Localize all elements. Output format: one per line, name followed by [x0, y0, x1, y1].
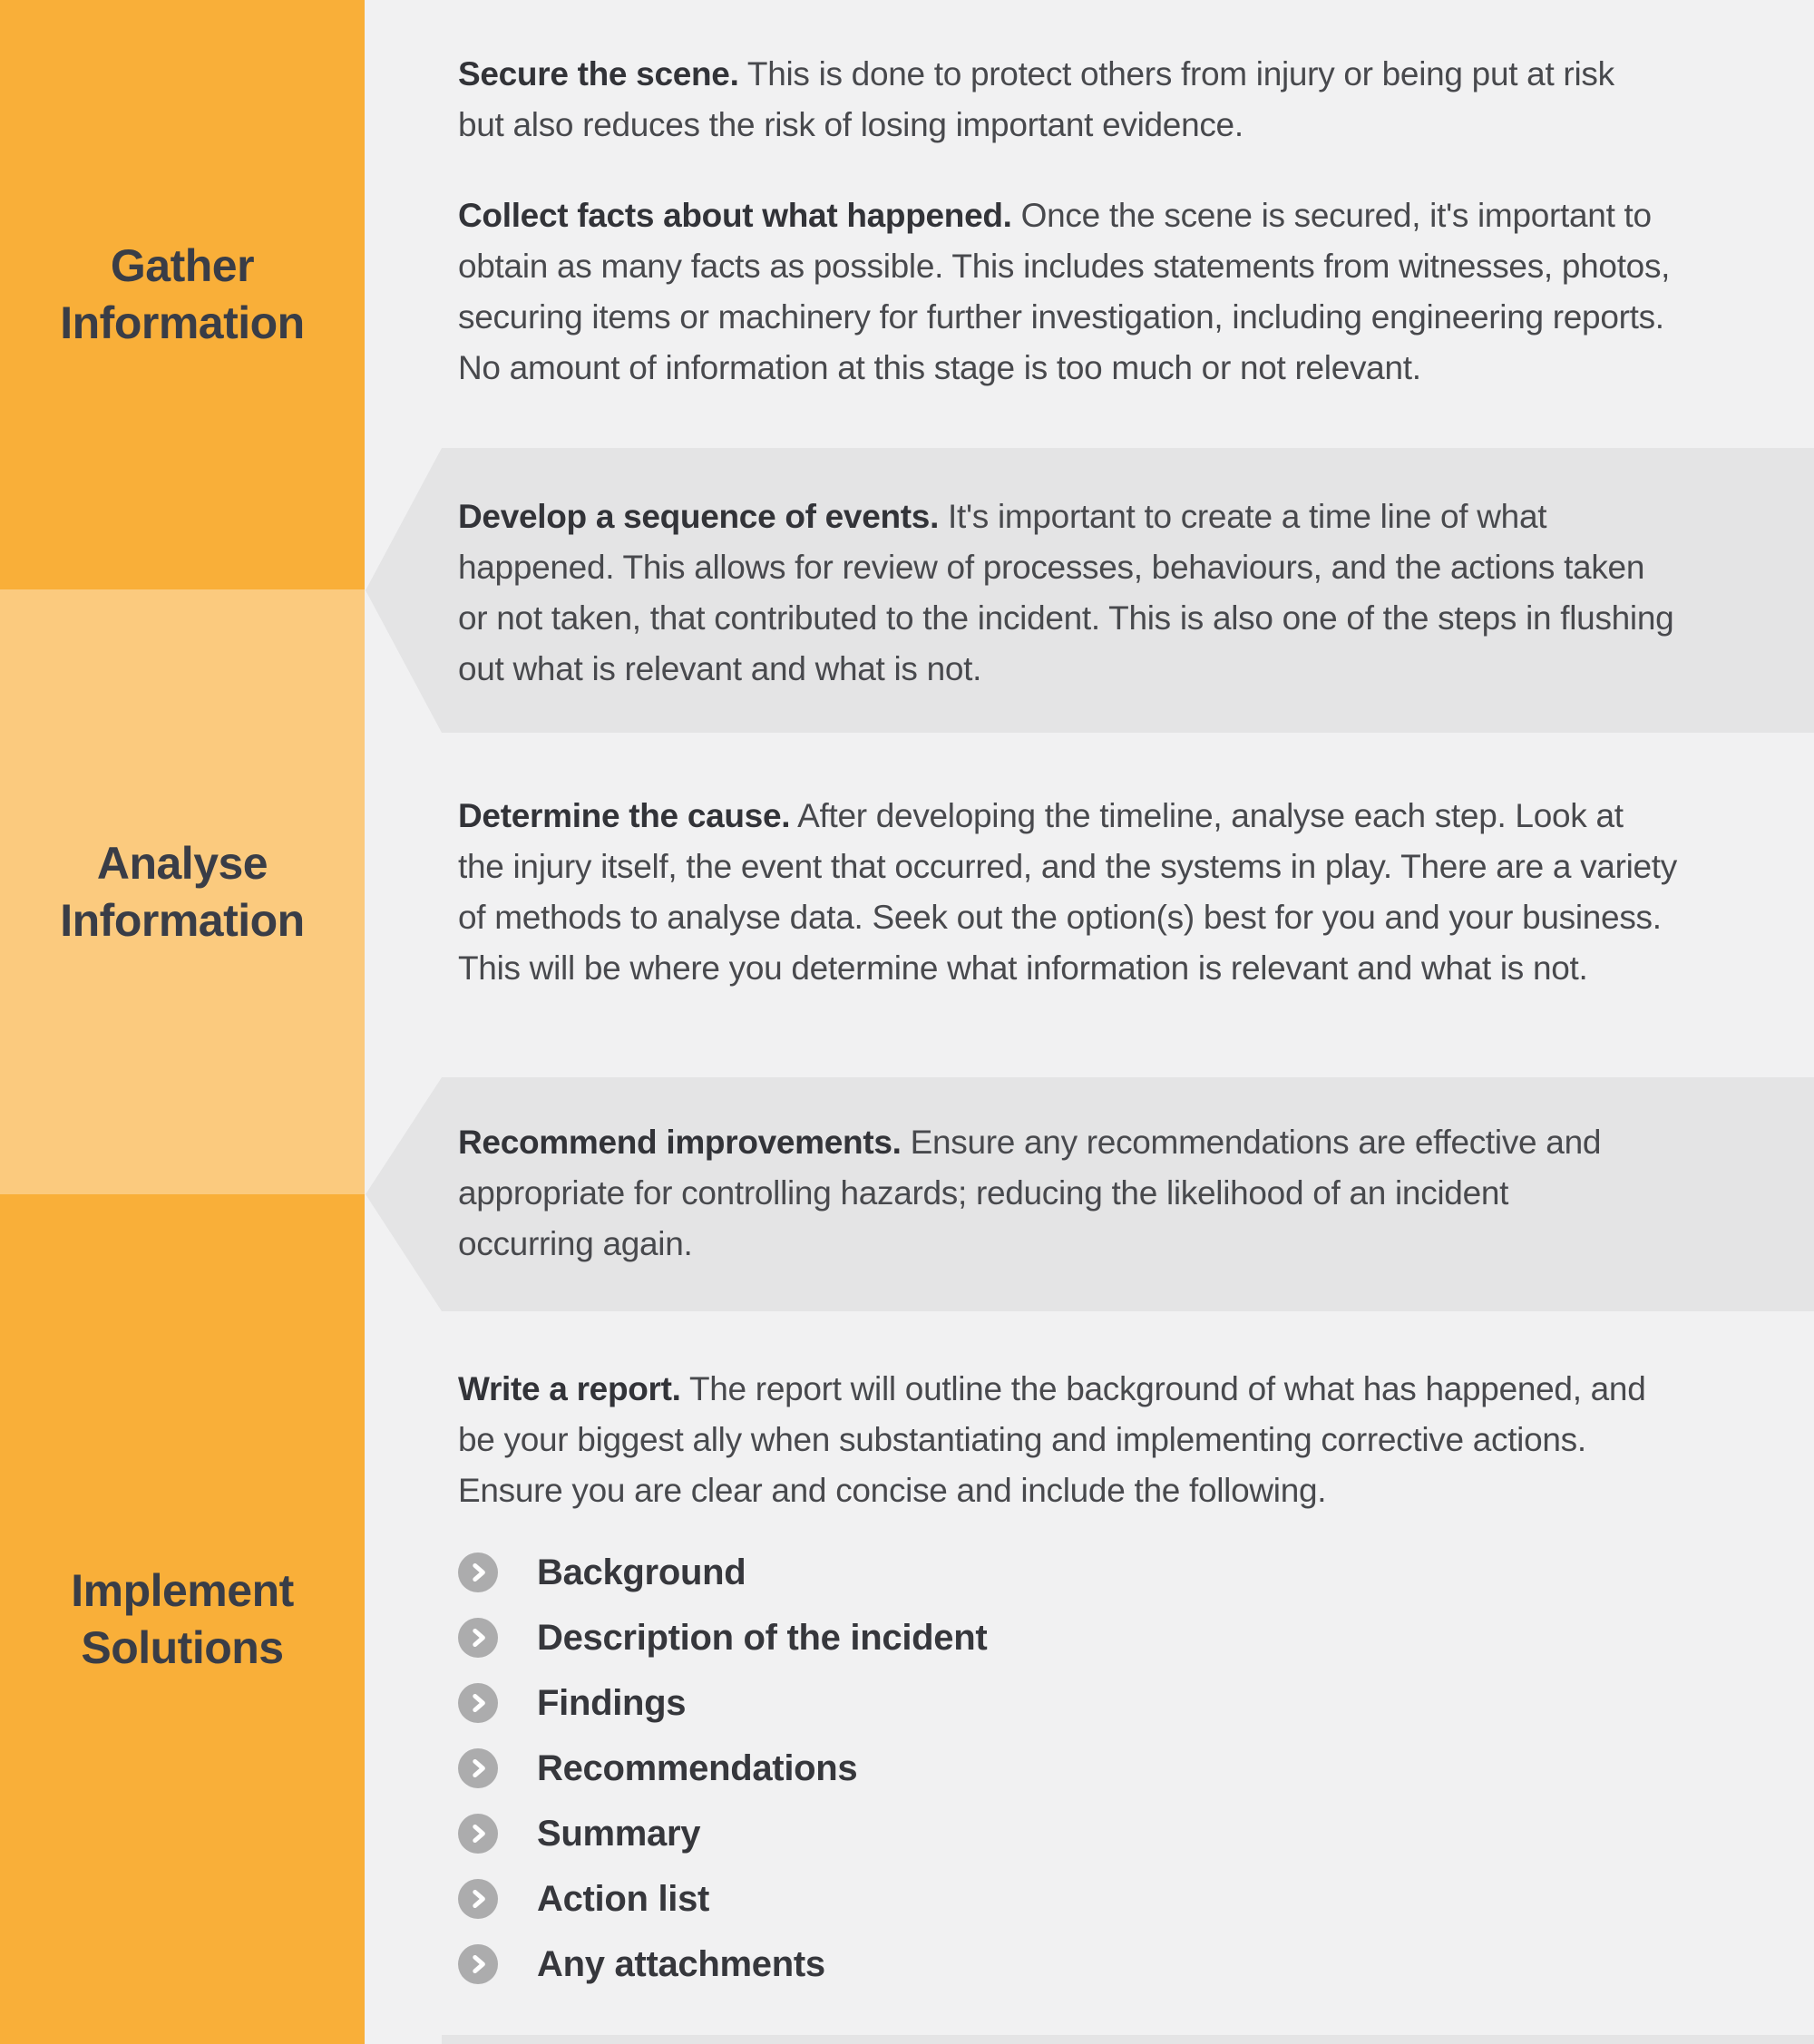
paragraph-lead: Secure the scene.	[458, 55, 739, 92]
paragraph-secure-the-scene	[458, 49, 1773, 151]
paragraph-text: It's important to create a time line of what	[939, 498, 1547, 535]
list-item	[458, 1552, 1773, 1592]
text-line	[458, 49, 1773, 100]
stage-label-line: Gather	[110, 240, 255, 291]
list-item	[458, 1683, 1773, 1723]
paragraph-text: The report will outline the background of what has happened, and	[680, 1370, 1646, 1407]
text-line	[458, 1364, 1773, 1415]
stage-label-line: Information	[60, 297, 305, 348]
paragraph-lead: Write a report.	[458, 1370, 681, 1407]
text-line	[458, 190, 1773, 241]
sidebar-section-implement-solutions	[0, 1194, 365, 2044]
text-line: or not taken, that contributed to the incident. This is also one of the steps in flushing	[458, 599, 1674, 637]
text-line: No amount of information at this stage is too much or not relevant.	[458, 349, 1421, 386]
sidebar-section-analyse-information	[0, 589, 365, 1194]
stage-label-line: Solutions	[81, 1621, 284, 1673]
text-line: of methods to analyse data. Seek out the option(s) best for you and your business.	[458, 899, 1662, 936]
paragraph-lead: Recommend improvements.	[458, 1124, 902, 1161]
list-item-label: Recommendations	[537, 1747, 858, 1788]
text-line	[458, 791, 1773, 842]
report-includes-list	[458, 1552, 1773, 2010]
paragraph-develop-sequence	[458, 492, 1773, 695]
text-line	[458, 492, 1773, 542]
stage-label-analyse-information	[60, 835, 304, 949]
list-item-label: Description of the incident	[537, 1617, 988, 1658]
chevron-right-icon	[458, 1748, 498, 1788]
list-item-label: Background	[537, 1552, 746, 1592]
text-line: the injury itself, the event that occurred, and the systems in play. There are a variety	[458, 848, 1677, 885]
list-item-label: Summary	[537, 1813, 701, 1854]
chevron-right-icon	[458, 1683, 498, 1723]
text-line: This will be where you determine what information is relevant and what is not.	[458, 949, 1588, 987]
text-line: out what is relevant and what is not.	[458, 650, 982, 687]
text-line: happened. This allows for review of processes, behaviours, and the actions taken	[458, 549, 1645, 586]
chevron-right-icon	[458, 1944, 498, 1984]
paragraph-lead: Develop a sequence of events.	[458, 498, 940, 535]
paragraph-lead: Determine the cause.	[458, 797, 791, 834]
paragraph-text: After developing the timeline, analyse each step. Look at	[790, 797, 1624, 834]
paragraph-write-report	[458, 1364, 1773, 1516]
stage-label-gather-information	[60, 238, 304, 352]
text-line: appropriate for controlling hazards; reducing the likelihood of an incident	[458, 1174, 1509, 1212]
text-line	[458, 1117, 1773, 1168]
stage-label-line: Implement	[71, 1564, 294, 1616]
chevron-right-icon	[458, 1618, 498, 1658]
sidebar-section-gather-information	[0, 0, 365, 589]
list-item-label: Findings	[537, 1682, 687, 1723]
paragraph-collect-facts	[458, 190, 1773, 394]
text-line: obtain as many facts as possible. This includes statements from witnesses, photos,	[458, 248, 1671, 285]
stage-label-implement-solutions	[71, 1562, 294, 1677]
paragraph-recommend-improvements	[458, 1117, 1773, 1270]
text-line: Ensure you are clear and concise and include the following.	[458, 1472, 1327, 1509]
text-line: securing items or machinery for further investigation, including engineering reports.	[458, 298, 1664, 336]
list-item	[458, 1814, 1773, 1854]
list-item	[458, 1879, 1773, 1919]
paragraph-text: This is done to protect others from injury or being put at risk	[738, 55, 1614, 92]
stage-label-line: Information	[60, 894, 305, 946]
list-item-label: Any attachments	[537, 1943, 825, 1984]
chevron-right-icon	[458, 1552, 498, 1592]
paragraph-text: Once the scene is secured, it's important to	[1011, 197, 1652, 234]
list-item	[458, 1618, 1773, 1658]
stage-label-line: Analyse	[96, 837, 268, 889]
text-line: but also reduces the risk of losing important evidence.	[458, 106, 1243, 143]
paragraph-text: Ensure any recommendations are effective and	[901, 1124, 1602, 1161]
list-item	[458, 1944, 1773, 1984]
chevron-right-icon	[458, 1814, 498, 1854]
text-line: occurring again.	[458, 1225, 693, 1262]
arrow-highlight-block-cropped	[442, 2035, 1814, 2044]
text-line: be your biggest ally when substantiating and implementing corrective actions.	[458, 1421, 1586, 1458]
list-item-label: Action list	[537, 1878, 710, 1919]
paragraph-lead: Collect facts about what happened.	[458, 197, 1012, 234]
paragraph-determine-cause	[458, 791, 1773, 994]
chevron-right-icon	[458, 1879, 498, 1919]
list-item	[458, 1748, 1773, 1788]
